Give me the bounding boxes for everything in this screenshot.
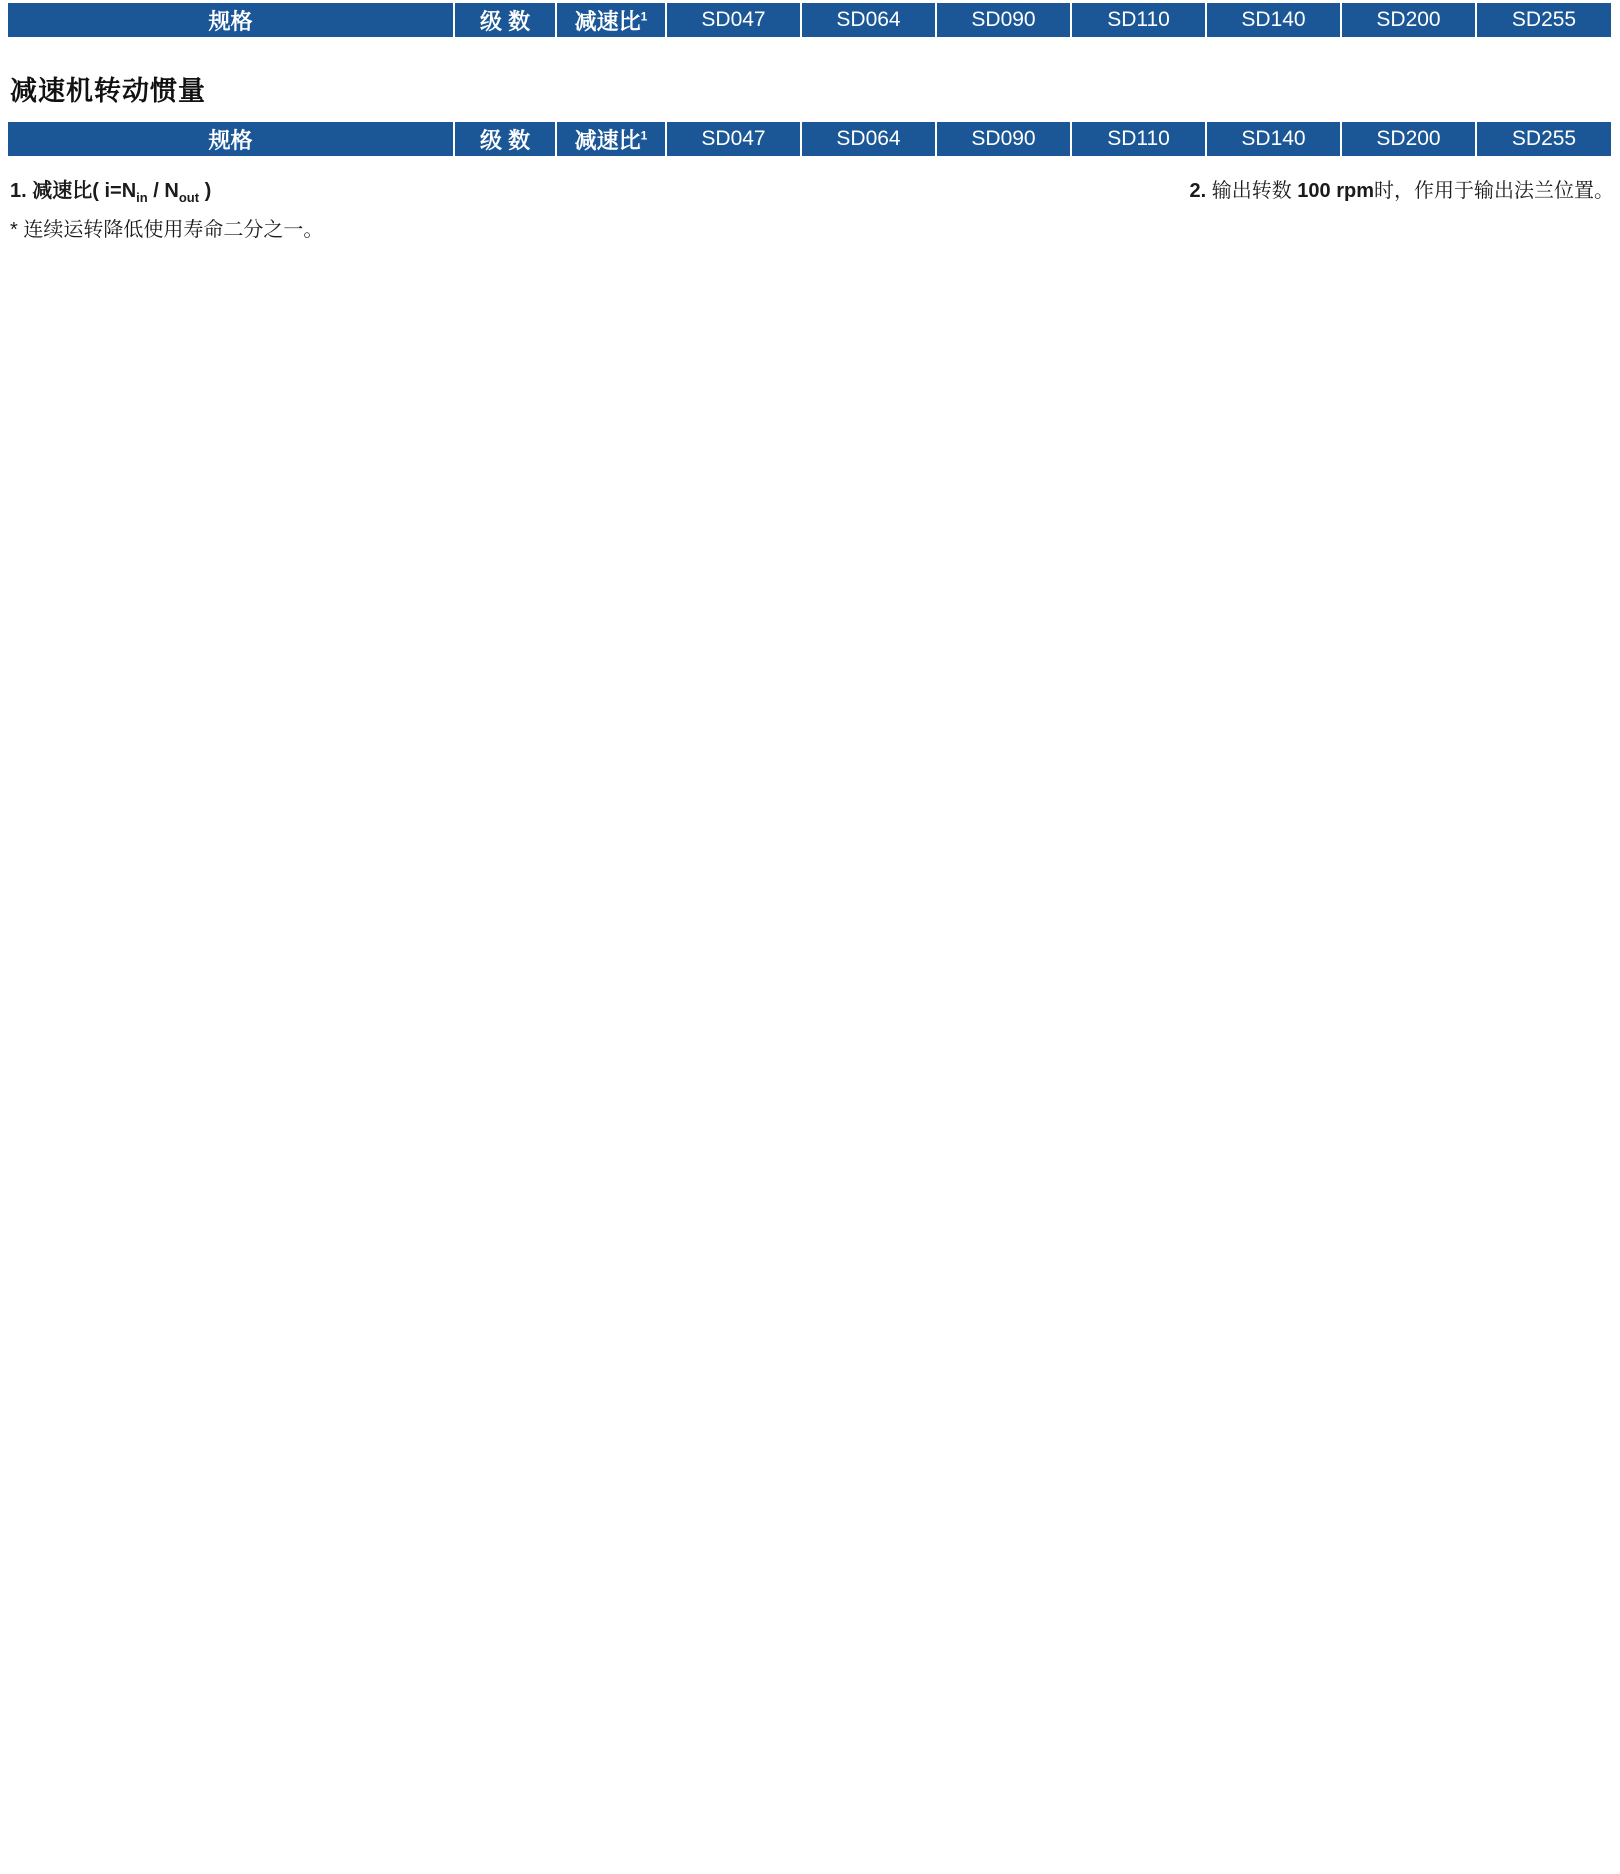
inertia-table bbox=[8, 122, 1613, 158]
header-model-SD200: SD200 bbox=[1341, 3, 1476, 38]
inertia-section-title: 减速机转动惯量 bbox=[10, 76, 206, 106]
footnotes bbox=[10, 174, 1614, 252]
header-ratio: 减速比$^1$ bbox=[556, 3, 666, 38]
footnote-reduction-ratio: 1. 减速比( $i=N_{in} / N_{out}$ ) bbox=[10, 180, 212, 205]
header-spec: 规格 bbox=[8, 3, 454, 38]
header-model-SD047: SD047 bbox=[666, 3, 801, 38]
header-model-SD255: SD255 bbox=[1476, 3, 1612, 38]
header-model-SD140: SD140 bbox=[1206, 122, 1341, 157]
header-model-SD200: SD200 bbox=[1341, 122, 1476, 157]
header-model-SD064: SD064 bbox=[801, 3, 936, 38]
header-model-SD255: SD255 bbox=[1476, 122, 1612, 157]
footnote-life-star: * 连续运转降低使用寿命二分之一。 bbox=[10, 219, 324, 241]
header-stages: 级 数 bbox=[454, 122, 556, 157]
header-model-SD090: SD090 bbox=[936, 3, 1071, 38]
header-spec: 规格 bbox=[8, 122, 454, 157]
header-model-SD110: SD110 bbox=[1071, 3, 1206, 38]
header-stages: 级 数 bbox=[454, 3, 556, 38]
header-model-SD110: SD110 bbox=[1071, 122, 1206, 157]
footnote-output-flange: 2. 输出转数 100 rpm时，作用于输出法兰位置。 bbox=[1189, 180, 1614, 202]
header-model-SD047: SD047 bbox=[666, 122, 801, 157]
spec-table bbox=[8, 3, 1613, 39]
header-model-SD090: SD090 bbox=[936, 122, 1071, 157]
header-model-SD140: SD140 bbox=[1206, 3, 1341, 38]
header-ratio: 减速比$^1$ bbox=[556, 122, 666, 157]
page bbox=[0, 0, 1620, 252]
ratio-footnote-sup: 1 bbox=[640, 128, 648, 143]
ratio-footnote-sup: 1 bbox=[640, 9, 648, 24]
header-model-SD064: SD064 bbox=[801, 122, 936, 157]
